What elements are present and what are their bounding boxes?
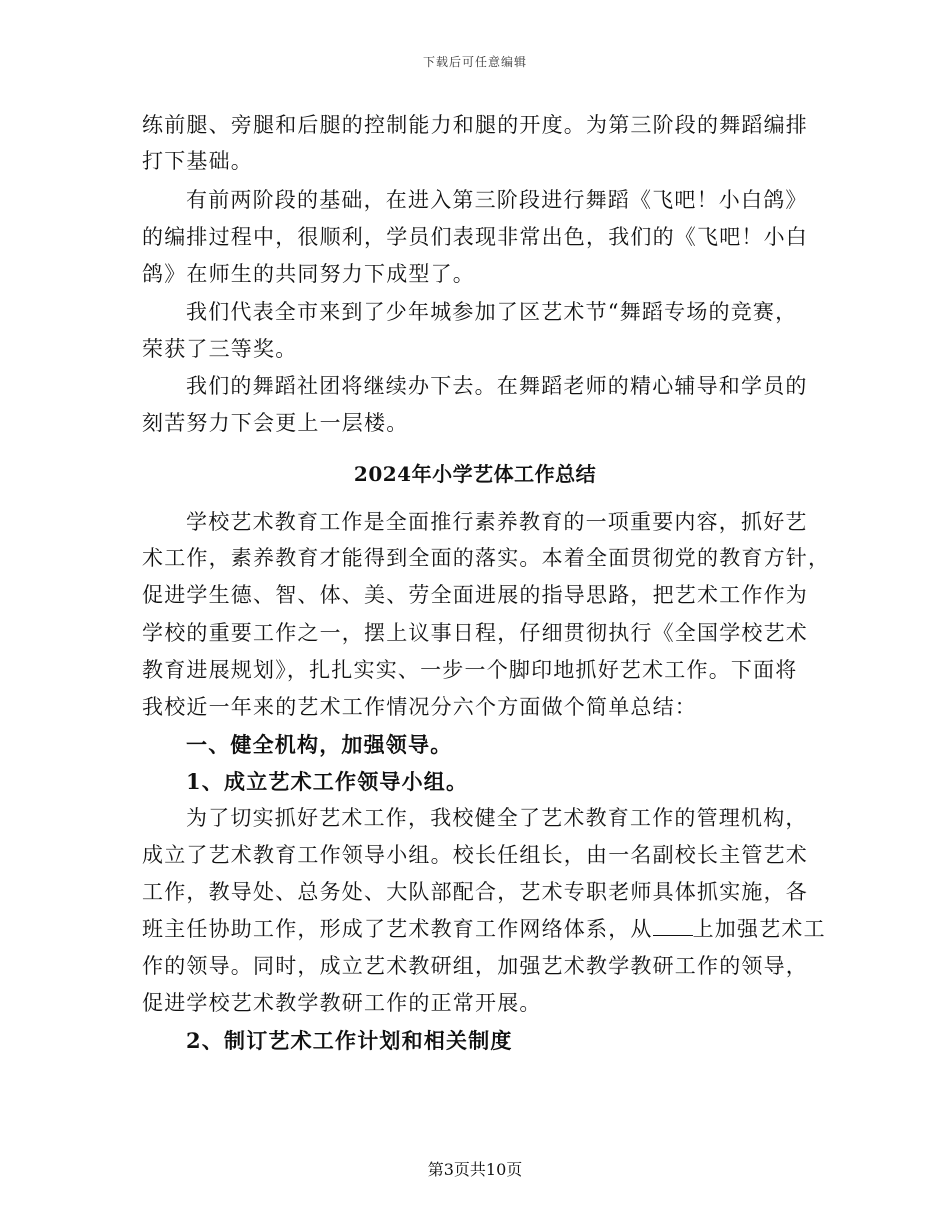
paragraph-line: 我们的舞蹈社团将继续办下去。在舞蹈老师的精心辅导和学员的 <box>186 374 808 398</box>
paragraph-line: 教育进展规划》，扎扎实实、一步一个脚印地抓好艺术工作。下面将 <box>142 658 798 682</box>
paragraph-line: 荣获了三等奖。 <box>142 337 298 361</box>
paragraph-line: 学校艺术教育工作是全面推行素养教育的一项重要内容，抓好艺 <box>186 510 808 534</box>
paragraph-line: 练前腿、旁腿和后腿的控制能力和腿的开度。为第三阶段的舞蹈编排 <box>142 113 808 137</box>
page-header: 下载后可任意编辑 <box>422 55 527 69</box>
section-title: 2024年小学艺体工作总结 <box>353 462 597 486</box>
paragraph-line: 我们代表全市来到了少年城参加了区艺术节“舞蹈专场的竞赛， <box>186 300 798 324</box>
paragraph-line <box>142 914 826 944</box>
page-footer: 第3页共10页 <box>427 1160 523 1179</box>
paragraph-line: 促进学校艺术教学教研工作的正常开展。 <box>142 991 542 1015</box>
paragraph-line: 刻苦努力下会更上一层楼。 <box>142 411 409 435</box>
paragraph-line: 打下基础。 <box>142 149 253 173</box>
paragraph-line: 学校的重要工作之一，摆上议事日程，仔细贯彻执行《全国学校艺术 <box>142 621 808 645</box>
paragraph-line: 工作，教导处、总务处、大队部配合，艺术专职老师具体抓实施，各 <box>142 880 808 904</box>
paragraph-line: 术工作，素养教育才能得到全面的落实。本着全面贯彻党的教育方针， <box>142 546 831 570</box>
paragraph-text: 班主任协助工作，形成了艺术教育工作网络体系，从 <box>142 917 653 941</box>
paragraph-line: 有前两阶段的基础，在进入第三阶段进行舞蹈《飞吧！小白鸽》 <box>186 188 808 212</box>
paragraph-line: 为了切实抓好艺术工作，我校健全了艺术教育工作的管理机构， <box>186 806 808 830</box>
heading-level-2: 2、制订艺术工作计划和相关制度 <box>186 1028 513 1053</box>
paragraph-line: 作的领导。同时，成立艺术教研组，加强艺术教学教研工作的领导， <box>142 954 808 978</box>
heading-level-1: 一、健全机构，加强领导。 <box>186 732 453 757</box>
paragraph-text: 上加强艺术工 <box>692 917 826 941</box>
heading-level-2: 1、成立艺术工作领导小组。 <box>186 769 469 794</box>
paragraph-line: 我校近一年来的艺术工作情况分六个方面做个简单总结： <box>142 695 697 719</box>
blank-underline <box>653 915 693 936</box>
paragraph-line: 促进学生德、智、体、美、劳全面进展的指导思路，把艺术工作作为 <box>142 583 808 607</box>
paragraph-line: 鸽》在师生的共同努力下成型了。 <box>142 262 475 286</box>
paragraph-line: 的编排过程中，很顺利，学员们表现非常出色，我们的《飞吧！小白 <box>142 225 808 249</box>
paragraph-line: 成立了艺术教育工作领导小组。校长任组长，由一名副校长主管艺术 <box>142 843 808 867</box>
